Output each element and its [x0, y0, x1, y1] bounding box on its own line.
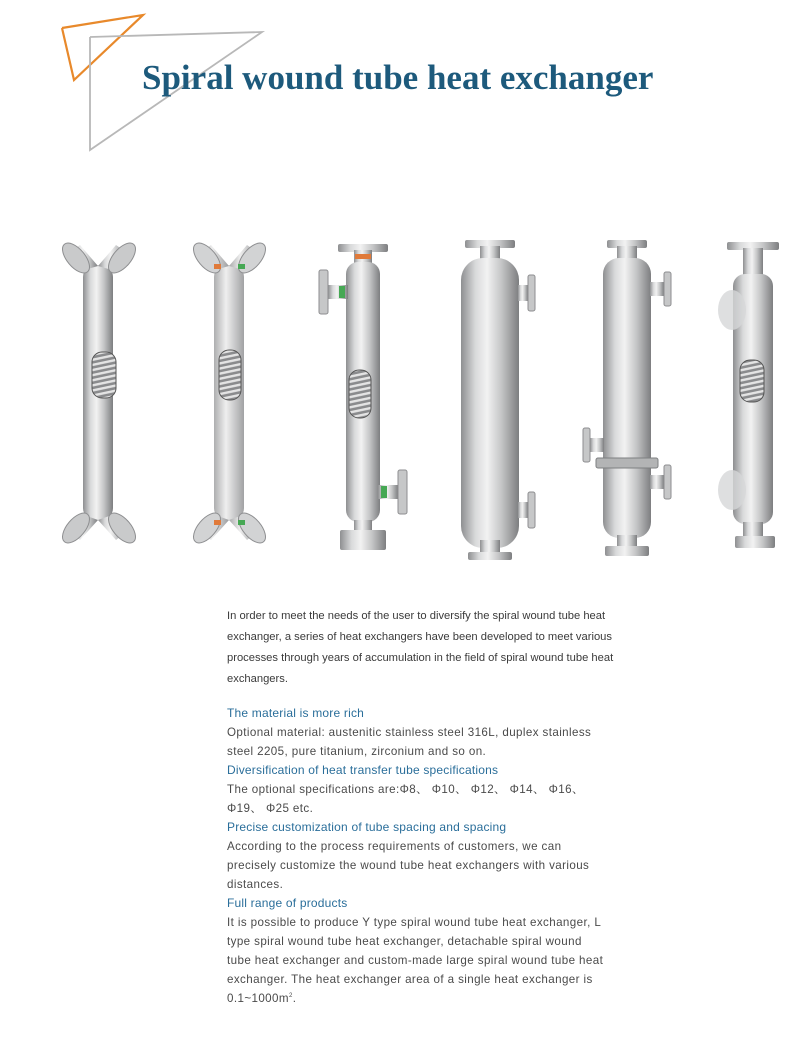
- page-title: Spiral wound tube heat exchanger: [142, 58, 654, 97]
- feature-body: Optional material: austenitic stainless steel 316L, duplex stainless steel 2205, pure titanium, zirconium and so on.: [227, 726, 592, 758]
- exchanger-custom-large: [718, 242, 779, 548]
- superscript-2: 2: [288, 993, 293, 1000]
- feature-list: [227, 704, 607, 1008]
- feature-body-end: .: [292, 992, 297, 1005]
- feature-body: According to the process requirements of customers, we can precisely customize the wound tube heat exchangers with various distances.: [227, 840, 590, 891]
- feature-body: [227, 913, 607, 1008]
- feature-body: The optional specifications are:Φ8、 Φ10、 Φ12、 Φ14、 Φ16、 Φ19、 Φ25 etc.: [227, 783, 584, 815]
- exchanger-y-type-transparent: [189, 238, 271, 547]
- feature-heading: The material is more rich: [227, 706, 365, 720]
- feature-heading: Full range of products: [227, 896, 348, 910]
- product-images: [0, 230, 792, 570]
- feature-heading: Precise customization of tube spacing and spacing: [227, 820, 507, 834]
- feature-body-text: It is possible to produce Y type spiral wound tube heat exchanger, L type spiral wound tube heat exchanger, detachable spiral wound tube heat exchanger and custom-made large spiral wound tube heat exchanger. The heat exchanger area of a single heat exchanger is 0.1~1000m: [227, 916, 604, 1005]
- feature-item: [227, 704, 607, 761]
- feature-item: [227, 761, 607, 818]
- exchanger-detachable: [583, 240, 671, 556]
- exchanger-l-type: [319, 244, 407, 550]
- feature-item: [227, 894, 607, 1008]
- feature-heading: Diversification of heat transfer tube specifications: [227, 763, 499, 777]
- exchanger-large-shell: [461, 240, 535, 560]
- exchanger-y-type: [58, 238, 141, 547]
- feature-item: [227, 818, 607, 894]
- intro-paragraph: In order to meet the needs of the user to diversify the spiral wound tube heat exchanger, a series of heat exchangers have been developed to meet various processes through years of accumulation in the field of spiral wound tube heat exchangers.: [227, 610, 614, 685]
